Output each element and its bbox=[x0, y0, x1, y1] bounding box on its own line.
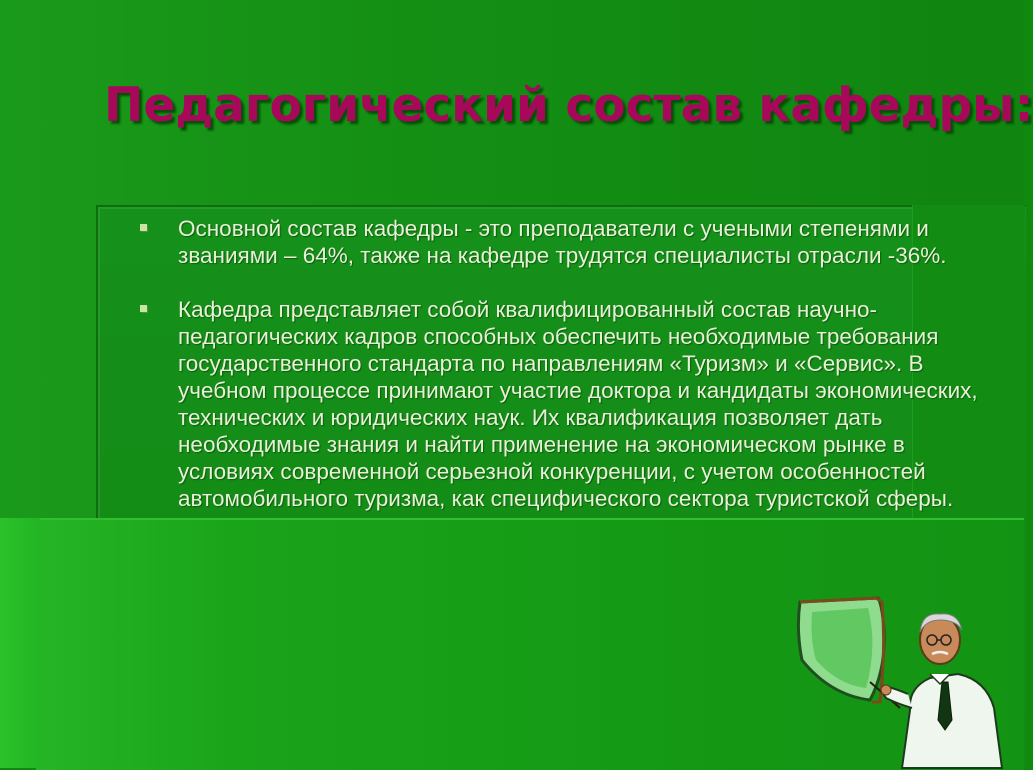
background-left-strip bbox=[0, 518, 40, 768]
slide-title-text: Педагогический состав кафедры bbox=[104, 78, 1015, 133]
slide-title bbox=[104, 78, 1033, 133]
square-bullet-icon bbox=[140, 305, 147, 312]
teacher-clipart-icon bbox=[790, 590, 1024, 768]
bullet-text: Кафедра представляет собой квалифицированный состав научно-педагогических кадров способных обеспечить необходимые требования государственного стандарта по направлениям «Туризм» и «Сервис». В учебном процессе принимают участие доктора и кандидаты экономических, технических и юридических наук. Их квалификация позволяет дать необходимые знания и найти применение на экономическом рынке в условиях современной серьезной конкуренции, с учетом особенностей автомобильного туризма, как специфического сектора туристской сферы. bbox=[178, 297, 978, 511]
slide-content bbox=[138, 215, 988, 512]
square-bullet-icon bbox=[140, 224, 147, 231]
bullet-item bbox=[138, 296, 988, 512]
bullet-item bbox=[138, 215, 988, 269]
slide-title-colon: : bbox=[1014, 78, 1033, 133]
bullet-text: Основной состав кафедры - это преподаватели с учеными степенями и званиями – 64%, также на кафедре трудятся специалисты отрасли -36%. bbox=[178, 216, 947, 268]
